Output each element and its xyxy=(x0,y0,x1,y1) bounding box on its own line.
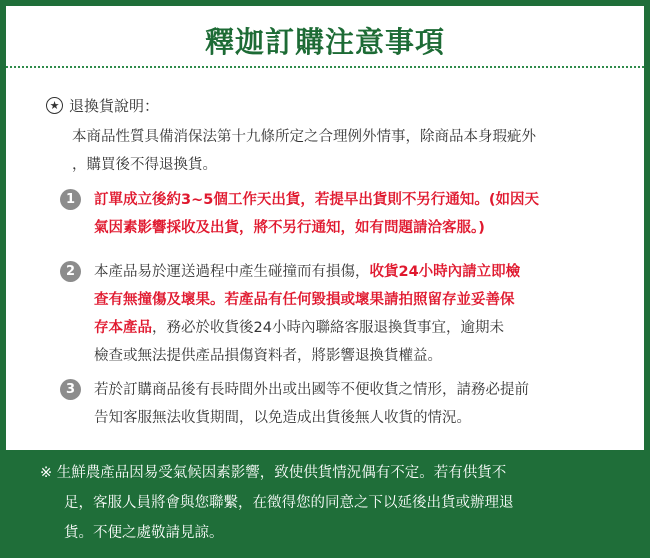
title-divider xyxy=(6,66,644,68)
notice-highlight-text: 收貨24小時內請立即檢 xyxy=(369,264,521,280)
footer-line: ※ 生鮮農產品因易受氣候因素影響，致使供貨情況偶有不定。若有供貨不 xyxy=(40,465,507,481)
notice-highlight-line: 氣因素影響採收及出貨，將不另行通知，如有問題請洽客服。) xyxy=(94,220,485,236)
return-policy-text xyxy=(72,123,626,179)
notice-highlight-line: 查有無撞傷及壞果。若產品有任何毀損或壞果請拍照留存並妥善保 xyxy=(94,292,515,308)
return-policy-line: ，購買後不得退換貨。 xyxy=(72,157,217,173)
footer-line: 足，客服人員將會與您聯繫，在徵得您的同意之下以延後出貨或辦理退 xyxy=(64,495,514,511)
footer-line: 貨。不便之處敬請見諒。 xyxy=(64,525,224,541)
number-badge-icon: 3 xyxy=(60,379,81,400)
notice-item-text xyxy=(94,376,529,432)
notice-card xyxy=(6,6,644,450)
footer-note xyxy=(40,458,615,548)
return-policy-line: 本商品性質具備消保法第十九條所定之合理例外情事，除商品本身瑕疵外 xyxy=(72,129,536,145)
return-policy-heading-row xyxy=(46,94,626,116)
notice-line: 告知客服無法收貨期間，以免造成出貨後無人收貨的情況。 xyxy=(94,410,471,426)
notice-normal-text: ，務必於收貨後24小時內聯絡客服退換貨事宜，逾期未 xyxy=(152,320,504,336)
page-title: 釋迦訂購注意事項 xyxy=(204,25,445,59)
notice-item-1 xyxy=(60,186,620,242)
return-policy-section xyxy=(46,94,626,179)
notice-line xyxy=(94,258,520,286)
return-policy-heading: 退換貨說明： xyxy=(69,96,160,115)
notice-item-text xyxy=(94,186,539,242)
notice-normal-text: 本產品易於運送過程中產生碰撞而有損傷， xyxy=(94,264,370,280)
notice-line: 若於訂購商品後有長時間外出或出國等不便收貨之情形，請務必提前 xyxy=(94,382,529,398)
notice-item-text xyxy=(94,258,520,370)
number-badge-icon: 1 xyxy=(60,189,81,210)
star-icon: ★ xyxy=(46,97,63,114)
notice-line: 檢查或無法提供產品損傷資料者，將影響退換貨權益。 xyxy=(94,348,442,364)
notice-item-3 xyxy=(60,376,620,432)
number-badge-icon: 2 xyxy=(60,261,81,282)
notice-highlight-text: 存本產品 xyxy=(94,320,152,336)
notice-highlight-line: 訂單成立後約3~5個工作天出貨，若提早出貨則不另行通知。(如因天 xyxy=(94,192,539,208)
notice-item-2 xyxy=(60,258,620,370)
notice-line xyxy=(94,314,520,342)
